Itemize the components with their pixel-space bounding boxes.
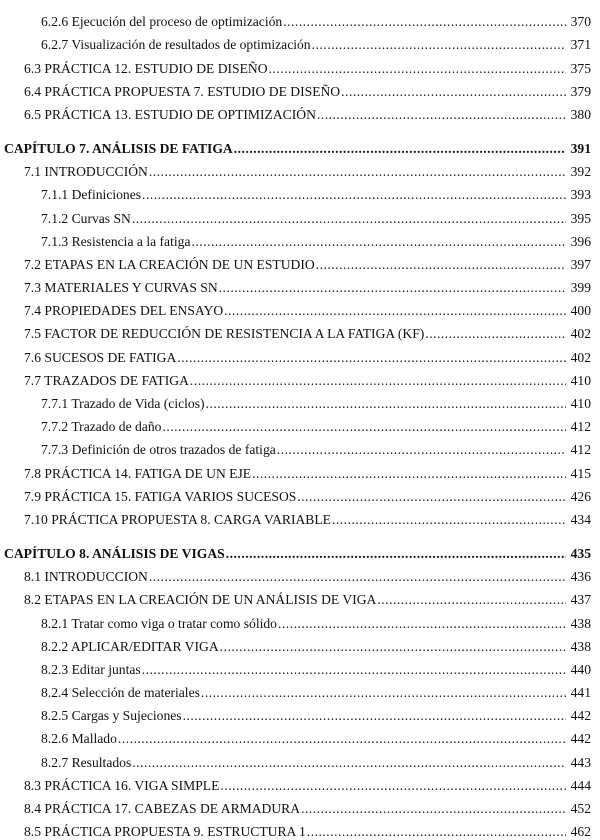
toc-page-number: 380	[570, 106, 591, 122]
dot-leader	[220, 778, 566, 794]
toc-entry	[0, 817, 600, 840]
dot-leader	[307, 824, 566, 840]
toc-page-number: 442	[570, 731, 591, 747]
toc-page-number: 412	[570, 419, 591, 435]
dot-leader	[190, 373, 566, 389]
toc-entry-title: 8.2.4 Selección de materiales	[41, 685, 200, 701]
toc-page-number: 379	[570, 83, 591, 99]
toc-entry-title: 7.2 ETAPAS EN LA CREACIÓN DE UN ESTUDIO	[24, 256, 315, 272]
toc-entry	[0, 701, 600, 724]
toc-entry	[0, 180, 600, 203]
toc-entry	[0, 227, 600, 250]
dot-leader	[377, 592, 566, 608]
toc-page-number: 437	[570, 592, 591, 608]
toc-entry-title: 8.2.7 Resultados	[41, 754, 132, 770]
toc-page-number: 452	[570, 801, 591, 816]
toc-page-number: 438	[570, 615, 591, 631]
toc-entry-title: 7.9 PRÁCTICA 15. FATIGA VARIOS SUCESOS	[24, 488, 297, 504]
toc-entry-title: 7.8 PRÁCTICA 14. FATIGA DE UN EJE	[24, 465, 252, 481]
toc-entry-title: CAPÍTULO 8. ANÁLISIS DE VIGAS	[4, 545, 225, 561]
dot-leader	[206, 396, 566, 412]
toc-chapter-entry	[0, 538, 600, 562]
toc-entry	[0, 608, 600, 631]
toc-entry	[0, 7, 600, 30]
toc-entry	[0, 203, 600, 226]
toc-entry-title: 7.7.3 Definición de otros trazados de fatiga	[41, 442, 276, 458]
toc-entry	[0, 296, 600, 319]
toc-entry-title: 6.5 PRÁCTICA 13. ESTUDIO DE OPTIMIZACIÓN	[24, 106, 316, 122]
toc-page-number: 396	[570, 233, 591, 249]
toc-page-number: 441	[570, 685, 591, 701]
toc-page-number: 399	[570, 280, 591, 296]
toc-entry-title: 7.1.3 Resistencia a la fatiga	[41, 233, 191, 249]
toc-entry	[0, 53, 600, 76]
toc-page-number: 391	[570, 140, 591, 156]
toc-entry	[0, 250, 600, 273]
toc-entry-title: 7.7.2 Trazado de daño	[41, 419, 162, 435]
toc-entry	[0, 678, 600, 701]
dot-leader	[283, 14, 566, 30]
toc-page-number: 442	[570, 708, 591, 724]
toc-page-number: 370	[570, 14, 591, 30]
dot-leader	[132, 755, 566, 771]
dot-leader	[341, 84, 566, 100]
toc-entry	[0, 585, 600, 608]
dot-leader	[183, 708, 566, 724]
toc-entry	[0, 157, 600, 180]
toc-entry	[0, 562, 600, 585]
toc-entry	[0, 30, 600, 53]
toc-entry-title: 7.5 FACTOR DE REDUCCIÓN DE RESISTENCIA A LA FATIGA (KF)	[24, 326, 425, 342]
toc-page-number: 434	[570, 511, 591, 527]
toc-page-number: 392	[570, 164, 591, 180]
toc-entry-title: 8.2 ETAPAS EN LA CREACIÓN DE UN ANÁLISIS DE VIGA	[24, 592, 377, 608]
toc-page-number: 443	[570, 754, 591, 770]
toc-entry-title: 6.2.6 Ejecución del proceso de optimización	[41, 14, 283, 30]
toc-entry	[0, 366, 600, 389]
toc-page-number: 402	[570, 349, 591, 365]
toc-entry	[0, 458, 600, 481]
toc-page-number: 410	[570, 372, 591, 388]
toc-entry	[0, 319, 600, 342]
toc-page-number: 426	[570, 488, 591, 504]
toc-entry-title: 7.1.1 Definiciones	[41, 187, 142, 203]
toc-entry-title: 8.2.2 APLICAR/EDITAR VIGA	[41, 638, 219, 654]
dot-leader	[220, 639, 566, 655]
toc-entry-title: 8.4 PRÁCTICA 17. CABEZAS DE ARMADURA	[24, 801, 301, 816]
toc-page-number: 412	[570, 442, 591, 458]
toc-entry-title: 8.3 PRÁCTICA 16. VIGA SIMPLE	[24, 777, 220, 793]
toc-entry-title: 6.2.7 Visualización de resultados de optimización	[41, 37, 311, 53]
dot-leader	[118, 731, 566, 747]
dot-leader	[162, 419, 566, 435]
toc-entry	[0, 482, 600, 505]
dot-leader	[312, 37, 566, 53]
dot-leader	[301, 801, 566, 817]
dot-leader	[297, 489, 566, 505]
toc-page-number: 440	[570, 661, 591, 677]
toc-entry	[0, 655, 600, 678]
toc-entry-title: 8.2.1 Tratar como viga o tratar como sólido	[41, 615, 277, 631]
dot-leader	[234, 141, 566, 157]
toc-entry-title: 8.2.3 Editar juntas	[41, 661, 141, 677]
toc-entry-title: 7.3 MATERIALES Y CURVAS SN	[24, 280, 218, 296]
toc-entry-title: 7.6 SUCESOS DE FATIGA	[24, 349, 177, 365]
toc-page-number: 395	[570, 210, 591, 226]
toc-page-number: 436	[570, 569, 591, 585]
toc-entry	[0, 747, 600, 770]
dot-leader	[317, 107, 566, 123]
toc-entry	[0, 389, 600, 412]
toc-entry	[0, 724, 600, 747]
dot-leader	[201, 685, 566, 701]
dot-leader	[226, 546, 566, 562]
dot-leader	[149, 164, 566, 180]
toc-entry	[0, 794, 600, 817]
toc-entry-title: 7.1.2 Curvas SN	[41, 210, 131, 226]
toc-page-number: 444	[570, 777, 591, 793]
dot-leader	[142, 187, 566, 203]
toc-page-number: 438	[570, 638, 591, 654]
toc-chapter-entry	[0, 133, 600, 157]
toc-entry	[0, 273, 600, 296]
toc-entry-title: 8.2.5 Cargas y Sujeciones	[41, 708, 182, 724]
dot-leader	[332, 512, 566, 528]
toc-entry	[0, 632, 600, 655]
dot-leader	[278, 616, 566, 632]
toc-entry	[0, 505, 600, 528]
dot-leader	[149, 569, 566, 585]
toc-entry-title: 8.1 INTRODUCCION	[24, 569, 148, 585]
dot-leader	[142, 662, 566, 678]
toc-entry-title: 6.4 PRÁCTICA PROPUESTA 7. ESTUDIO DE DISEÑO	[24, 83, 341, 99]
dot-leader	[277, 442, 566, 458]
dot-leader	[224, 303, 566, 319]
toc-entry-title: 6.3 PRÁCTICA 12. ESTUDIO DE DISEÑO	[24, 60, 268, 76]
toc-page-number: 462	[570, 824, 591, 840]
toc-page-number: 410	[570, 396, 591, 411]
dot-leader	[316, 257, 566, 273]
toc-entry-title: 7.7 TRAZADOS DE FATIGA	[24, 372, 189, 388]
toc-entry	[0, 412, 600, 435]
toc-page-number: 375	[570, 60, 591, 76]
toc-entry-title: 7.4 PROPIEDADES DEL ENSAYO	[24, 303, 224, 319]
toc-entry	[0, 100, 600, 123]
toc-entry	[0, 342, 600, 365]
dot-leader	[177, 350, 566, 366]
dot-leader	[191, 234, 566, 250]
table-of-contents	[0, 7, 600, 840]
toc-page-number: 397	[570, 256, 591, 272]
toc-page-number: 415	[570, 465, 591, 481]
toc-entry-title: 7.10 PRÁCTICA PROPUESTA 8. CARGA VARIABLE	[24, 511, 331, 527]
toc-entry-title: 7.7.1 Trazado de Vida (ciclos)	[41, 396, 205, 411]
dot-leader	[219, 280, 566, 296]
toc-page-number: 371	[570, 37, 591, 53]
toc-entry	[0, 771, 600, 794]
dot-leader	[269, 61, 566, 77]
dot-leader	[132, 211, 566, 227]
toc-entry-title: 8.5 PRÁCTICA PROPUESTA 9. ESTRUCTURA 1	[24, 824, 306, 840]
toc-page-number: 393	[570, 187, 591, 203]
toc-page-number: 400	[570, 303, 591, 319]
toc-entry-title: 7.1 INTRODUCCIÓN	[24, 164, 148, 180]
toc-page-number: 402	[570, 326, 591, 342]
toc-page-number: 435	[570, 545, 591, 561]
dot-leader	[252, 466, 566, 482]
toc-entry-title: CAPÍTULO 7. ANÁLISIS DE FATIGA	[4, 140, 233, 156]
toc-entry	[0, 77, 600, 100]
toc-entry	[0, 435, 600, 458]
dot-leader	[425, 326, 566, 342]
toc-entry-title: 8.2.6 Mallado	[41, 731, 117, 747]
